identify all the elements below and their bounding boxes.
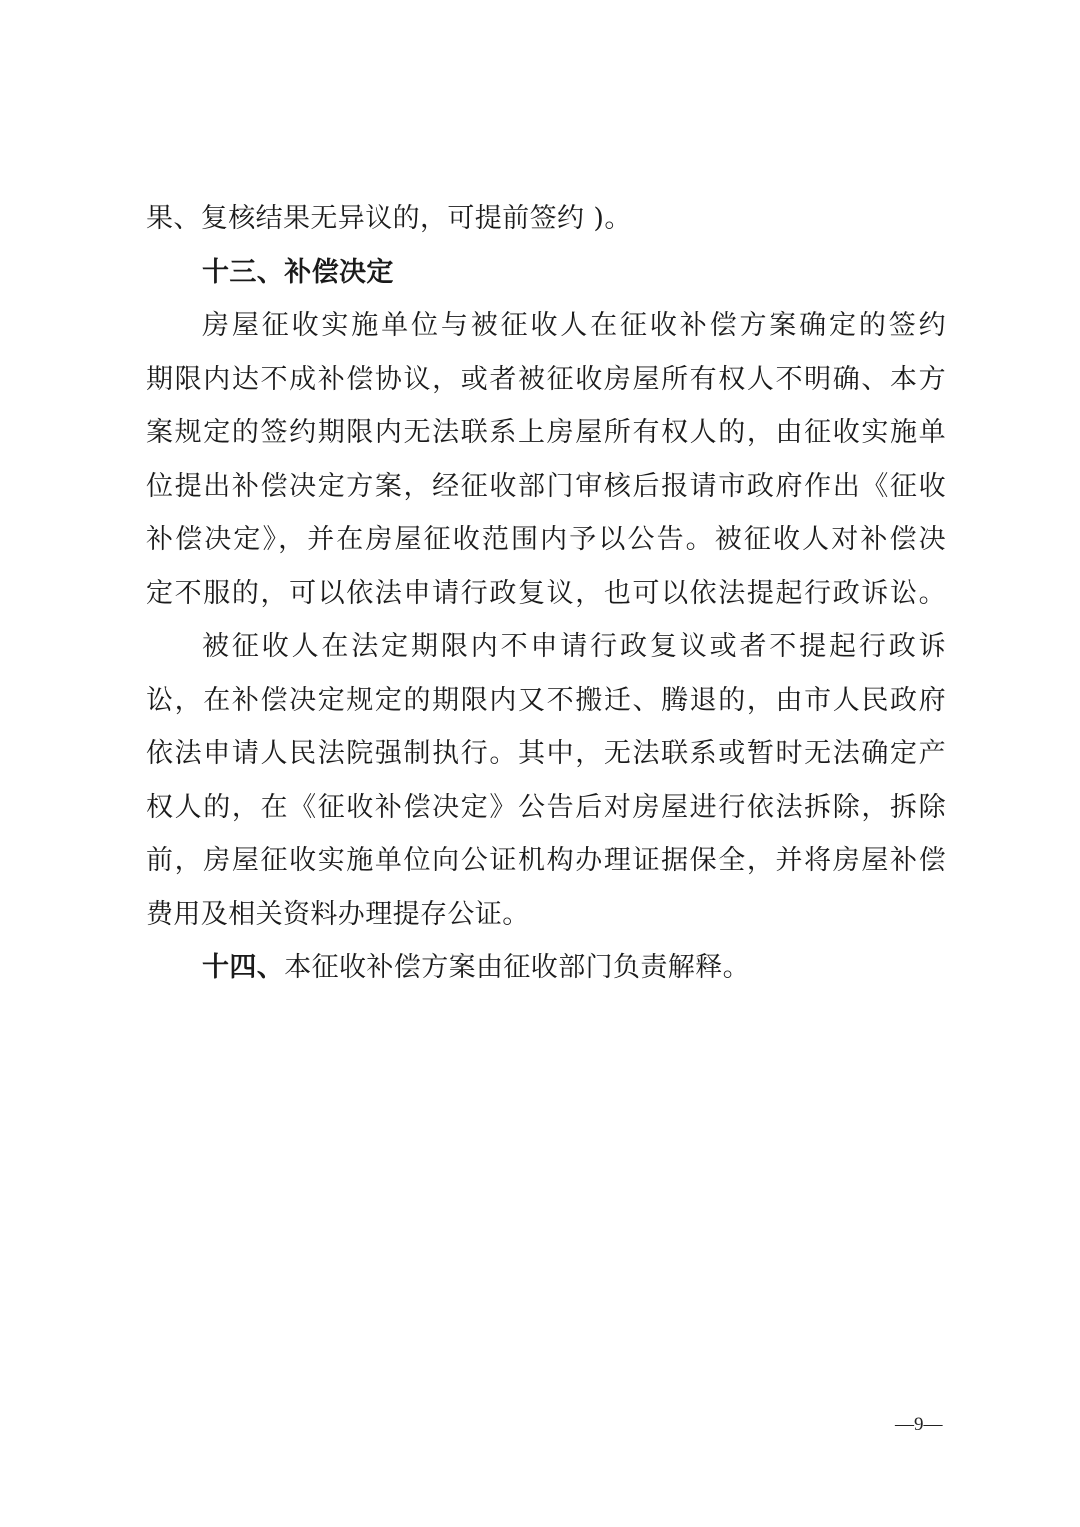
- section-heading-14: 十四、: [202, 952, 285, 983]
- paragraph-13-1: [146, 299, 946, 620]
- paragraph-13-2: [146, 620, 946, 941]
- document-body: [146, 192, 946, 995]
- paragraph-line: 依法申请人民法院强制执行。其中，无法联系或暂时无法确定产: [146, 738, 946, 769]
- section-14: [146, 941, 946, 995]
- paragraph-line: 期限内达不成补偿协议，或者被征收房屋所有权人不明确、本方: [146, 363, 946, 395]
- paragraph-line: 讼，在补偿决定规定的期限内又不搬迁、腾退的，由市人民政府: [146, 684, 946, 716]
- continuation-line: 果、复核结果无异议的，可提前签约 )。: [146, 203, 632, 234]
- paragraph-line: 前，房屋征收实施单位向公证机构办理证据保全，并将房屋补偿: [146, 845, 946, 876]
- paragraph-line: 位提出补偿决定方案，经征收部门审核后报请市政府作出《征收: [146, 470, 946, 502]
- paragraph-line: 被征收人在法定期限内不申请行政复议或者不提起行政诉: [202, 631, 946, 662]
- paragraph-line: 房屋征收实施单位与被征收人在征收补偿方案确定的签约: [202, 310, 946, 341]
- paragraph-line: 费用及相关资料办理提存公证。: [146, 898, 530, 930]
- paragraph-line: 补偿决定》，并在房屋征收范围内予以公告。被征收人对补偿决: [146, 524, 946, 555]
- paragraph-line: 权人的，在《征收补偿决定》公告后对房屋进行依法拆除，拆除: [146, 791, 946, 823]
- paragraph-line: 案规定的签约期限内无法联系上房屋所有权人的，由征收实施单: [146, 417, 946, 448]
- section-14-text: 本征收补偿方案由征收部门负责解释。: [284, 952, 751, 983]
- section-heading-13: 十三、补偿决定: [202, 256, 394, 288]
- paragraph-line: 定不服的，可以依法申请行政复议，也可以依法提起行政诉讼。: [146, 577, 946, 609]
- page-number: —9—: [895, 1414, 943, 1435]
